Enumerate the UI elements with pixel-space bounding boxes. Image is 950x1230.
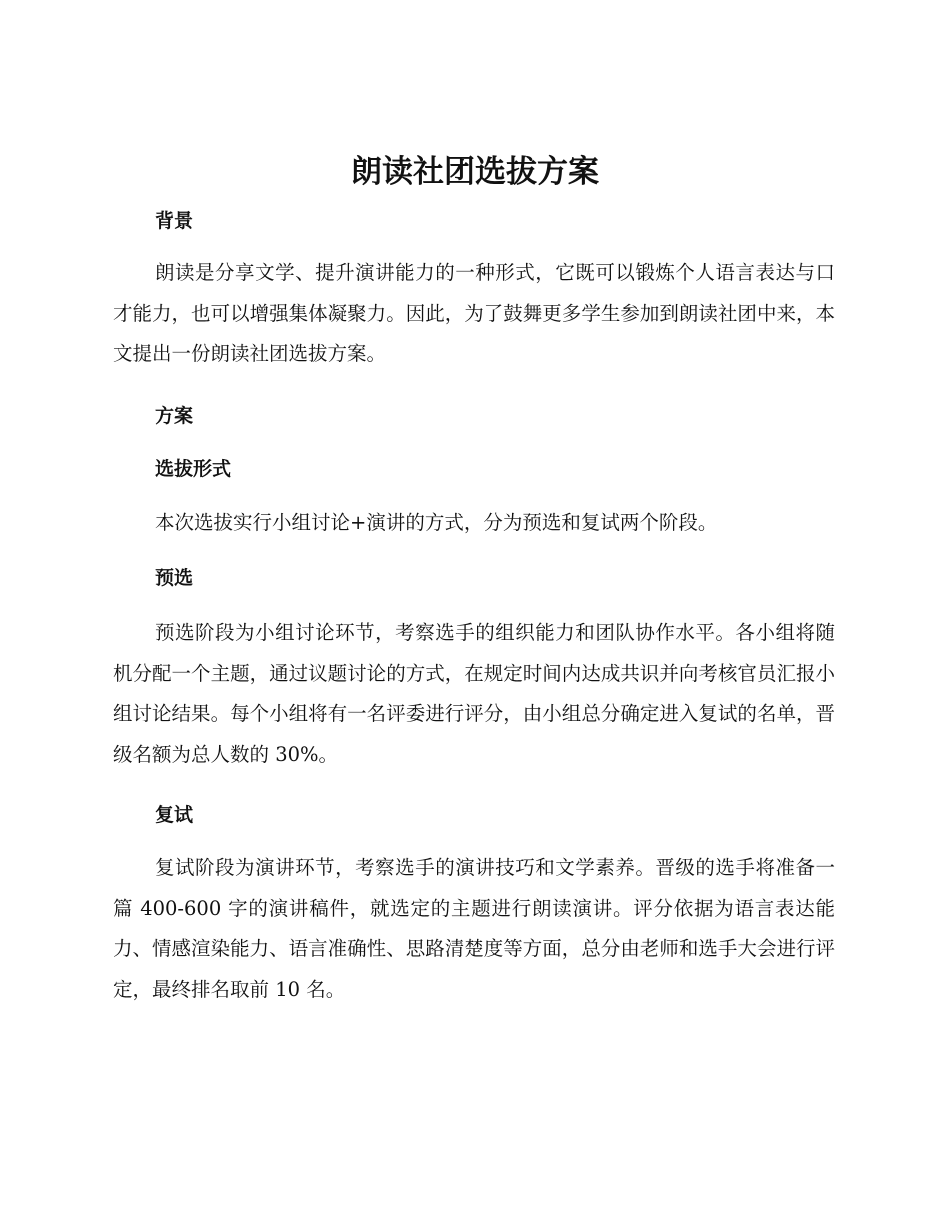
section-heading-retest: 复试 [155,804,194,826]
section-heading-background: 背景 [155,210,194,232]
section-heading-plan: 方案 [155,405,194,427]
section-paragraph-retest: 复试阶段为演讲环节，考察选手的演讲技巧和文学素养。晋级的选手将准备一篇 400-600 字的演讲稿件，就选定的主题进行朗读演讲。评分依据为语言表达能力、情感渲染能力、语言准确性、思路清楚度等方面，总分由老师和选手大会进行评定，最终排名取前 10 名。 [113,856,835,1001]
document-title: 朗读社团选拔方案 [351,154,599,190]
section-paragraph-format: 本次选拔实行小组讨论+演讲的方式，分为预选和复试两个阶段。 [155,511,718,534]
section-paragraph-background: 朗读是分享文学、提升演讲能力的一种形式，它既可以锻炼个人语言表达与口才能力，也可以增强集体凝聚力。因此，为了鼓舞更多学生参加到朗读社团中来，本文提出一份朗读社团选拔方案。 [113,261,835,365]
section-paragraph-preselect: 预选阶段为小组讨论环节，考察选手的组织能力和团队协作水平。各小组将随机分配一个主题，通过议题讨论的方式，在规定时间内达成共识并向考核官员汇报小组讨论结果。每个小组将有一名评委进行评分，由小组总分确定进入复试的名单，晋级名额为总人数的 30%。 [113,621,835,766]
section-heading-preselect: 预选 [155,567,194,589]
section-heading-format: 选拔形式 [155,458,232,480]
